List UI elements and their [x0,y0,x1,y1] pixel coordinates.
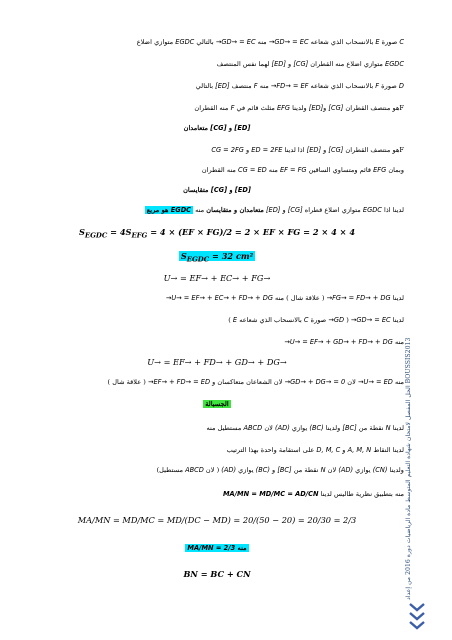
text-line-13: لدينا GD→ = EC→ ( GD→ صورة C بالانسحاب الذي شعاعه E ) [228,316,404,324]
text-line-5: [ED] و [CG] متعامدان [183,124,251,132]
bn-equation: BN = BC + CN [183,569,251,579]
text-line-18: لدينا N نقطة من [BC] ولدينا (BC) يوازي (AD) لان ABCD مستطيل منه [206,424,404,432]
section-heading: الجسبالة [205,400,229,408]
ratio-result: منه MA/MN = 2/3 [187,544,247,552]
text-line-20: ولدينا (CN) يوازي (AD) لان N نقطة من [BC] و (BC) يوازي (AD) ( لان ABCD مستطيل) [156,466,404,474]
text-line-19: لدينا النقاط A, M, N و D, M, C على استقامة واحدة بهذا الترتيب [226,446,404,454]
text-line-2: EGDC متوازي اضلاع منه القطران [CG] و [ED] لهما نفس المنتصف [216,60,404,68]
area-result: $S_{EGDC} = 32$ cm² [180,251,254,264]
vector-u-regroup: U→ = EF→ + FD→ + GD→ + DG→ [147,357,287,367]
thales-equation: MA/MN = MD/MC = MD/(DC − MD) = 20/(50 − 20) = 20/30 = 2/3 [77,515,357,525]
text-line-4: Fهو منتصف القطران [CG] و[ED] ولدينا EFG مثلث قائم في F منه القطران [194,104,404,112]
text-line-3: D صورة F بالانسحاب الذي شعاعه FD→ = EF→ منه F منتصف [ED] بالتالي [195,82,404,90]
side-footer-text: الحل المفصل لامتحان شهادة التعليم المتوسط مادة الرياضيات دورة 2016 من إعداد BOUSSIS2013 [405,337,412,600]
text-line-1: C صورة E بالانسحاب الذي شعاعه GD→ = EC→ منه GD→ = EC→ بالتالي EGDC متوازي اضلاع [136,38,404,46]
area-equation: $S_{EGDC} = 4S_{EFG} = 4 \times (EF \times FG)/2 = 2$ × EF × FG = 2 × 4 × 4 [78,227,356,240]
text-line-8: [ED] و [CG] متقايسان [183,186,251,194]
text-line-12: لدينا FG→ = FD→ + DG→ ( علاقة شال ) منه U→ = EF→ + EC→ + FD→ + DG→ [165,294,404,302]
text-line-21: منه بتطبيق نظرية طاليس لدينا MA/MN = MD/MC = AD/CN [222,490,404,498]
text-line-14: منه U→ = EF→ + GD→ + FD→ + DG→ [284,338,404,346]
vector-u-def: U→ = EF→ + EC→ + FG→ [163,273,271,283]
text-line-16: منه U→ = ED→ لان GD→ + DG→ = 0→ لان الشعاعان متعاكسان و EF→ + FD→ = ED→ ( علاقة شال ) [107,378,404,386]
text-line-9: لدينا اذا EGDC متوازي اضلاع قطراه [CG] و [ED] متعامدان و متقايسان منه EGDC هو مربع [146,206,404,214]
chevron-down-icon [408,620,426,630]
text-line-7: وبمان EFG قائم ومتساوي الساقين EF = FG منه CG = ED منه القطران [201,166,404,174]
text-line-6: Fهو منتصف القطران [CG] و [ED] اذا لدينا ED = 2FE و CG = 2FG [211,146,404,154]
